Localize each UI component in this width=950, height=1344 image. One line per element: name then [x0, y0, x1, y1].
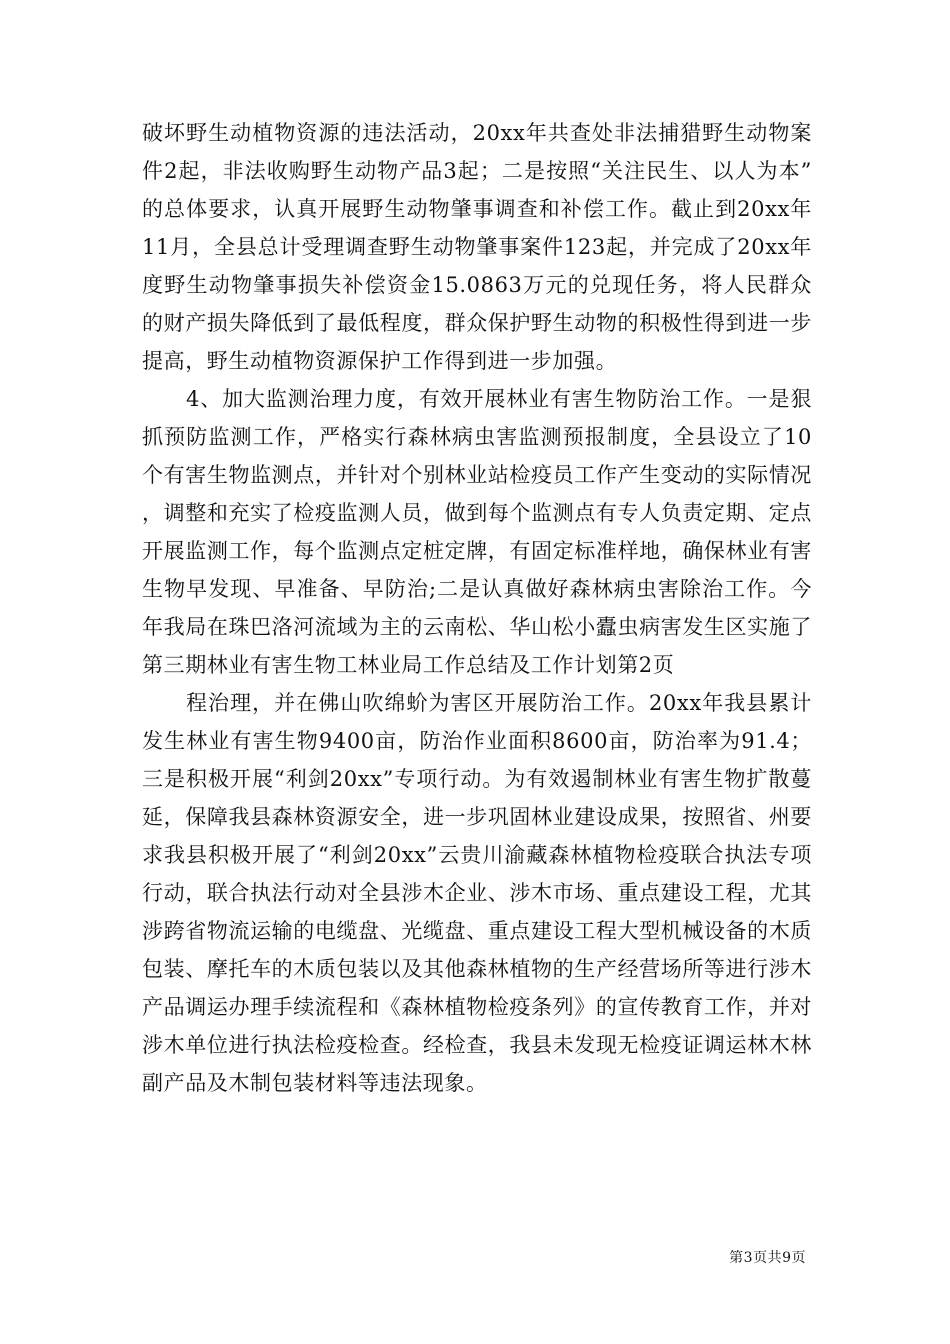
page-number-footer: 第3页共9页: [729, 1250, 806, 1266]
paragraph-wildlife-protection: 破坏野生动植物资源的违法活动，20xx年共查处非法捕猎野生动物案件2起，非法收购野生动物产品3起；二是按照“关注民生、以人为本”的总体要求，认真开展野生动物肇事调查和补偿工作。截止到20xx年11月，全县总计受理调查野生动物肇事案件123起，并完成了20xx年度野生动物肇事损失补偿资金15.0863万元的兑现任务，将人民群众的财产损失降低到了最低程度，群众保护野生动物的积极性得到进一步提高，野生动植物资源保护工作得到进一步加强。: [142, 121, 812, 373]
paragraph-pest-monitoring: 4、加大监测治理力度，有效开展林业有害生物防治工作。一是狠抓预防监测工作，严格实行森林病虫害监测预报制度，全县设立了10个有害生物监测点，并针对个别林业站检疫员工作产生变动的实际情况，调整和充实了检疫监测人员，做到每个监测点有专人负责定期、定点开展监测工作，每个监测点定桩定牌，有固定标准样地，确保林业有害生物早发现、早准备、早防治;二是认真做好森林病虫害除治工作。今年我局在珠巴洛河流域为主的云南松、华山松小蠹虫病害发生区实施了第三期林业有害生物工林业局工作总结及工作计划第2页: [142, 387, 812, 677]
paragraph-pest-control-campaign: 程治理，并在佛山吹绵蚧为害区开展防治工作。20xx年我县累计发生林业有害生物9400亩，防治作业面积8600亩，防治率为91.4；三是积极开展“利剑20xx”专项行动。为有效遏制林业有害生物扩散蔓延，保障我县森林资源安全，进一步巩固林业建设成果，按照省、州要求我县积极开展了“利剑20xx”云贵川渝藏森林植物检疫联合执法专项行动，联合执法行动对全县涉木企业、涉木市场、重点建设工程，尤其涉跨省物流运输的电缆盘、光缆盘、重点建设工程大型机械设备的木质包装、摩托车的木质包装以及其他森林植物的生产经营场所等进行涉木产品调运办理手续流程和《森林植物检疫条列》的宣传教育工作，并对涉木单位进行执法检疫检查。经检查，我县未发现无检疫证调运林木林副产品及木制包装材料等违法现象。: [142, 691, 812, 1095]
document-body: [142, 114, 812, 1102]
